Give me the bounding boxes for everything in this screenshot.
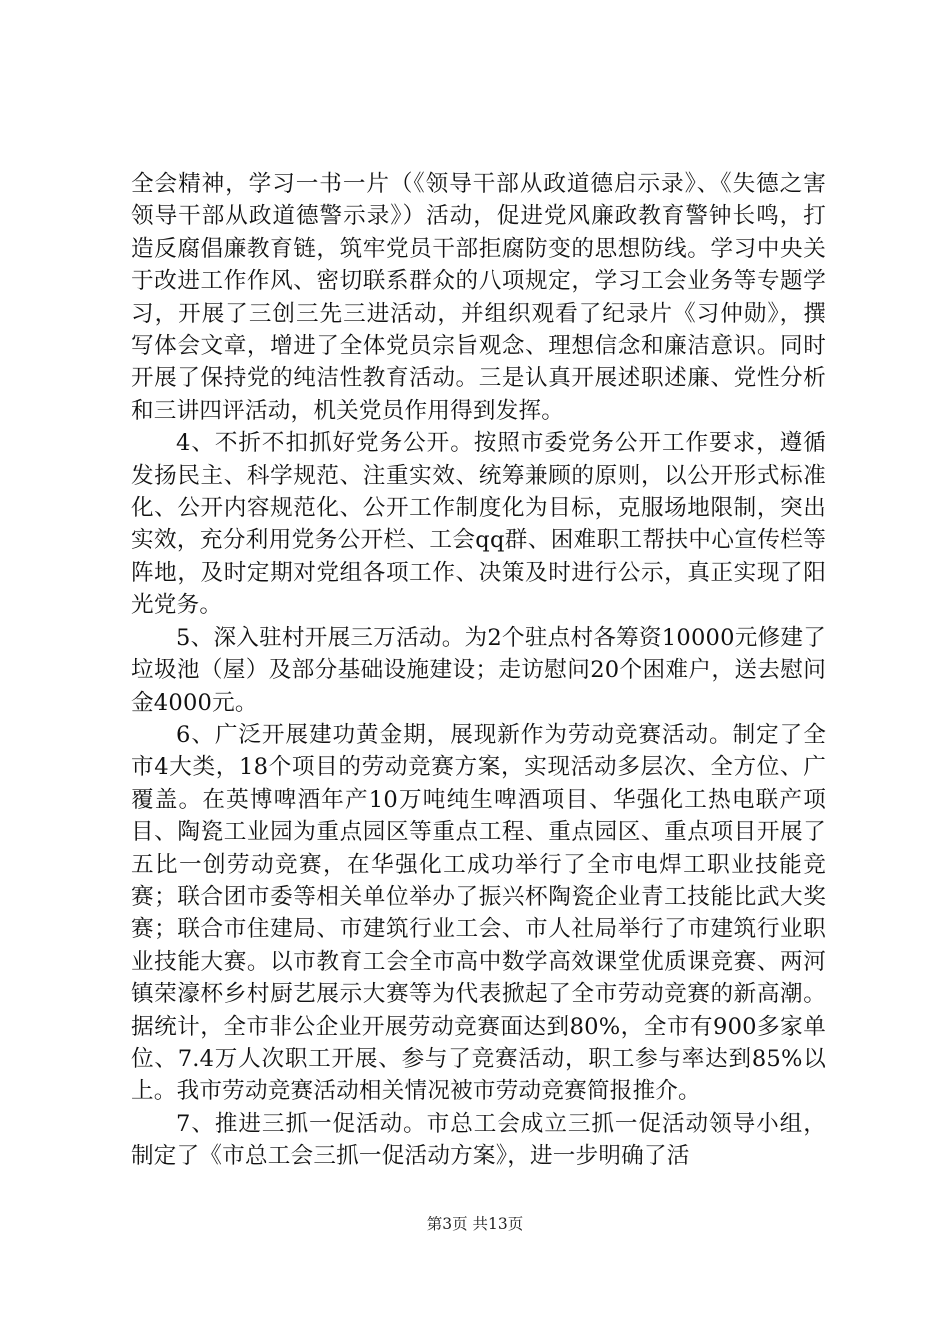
paragraph-three-grasp-one-promote: 7、推进三抓一促活动。市总工会成立三抓一促活动领导小组，制定了《市总工会三抓一促活动方案》，进一步明确了活 <box>131 1110 826 1170</box>
paragraph-village-activity: 5、深入驻村开展三万活动。为2个驻点村各筹资10000元修建了垃圾池（屋）及部分基础设施建设；走访慰问20个困难户，送去慰问金4000元。 <box>131 624 826 716</box>
paragraph-party-affairs-openness: 4、不折不扣抓好党务公开。按照市委党务公开工作要求，遵循发扬民主、科学规范、注重实效、统筹兼顾的原则，以公开形式标准化、公开内容规范化、公开工作制度化为目标，克服场地限制，突出实效，充分利用党务公开栏、工会qq群、困难职工帮扶中心宣传栏等阵地，及时定期对党组各项工作、决策及时进行公示，真正实现了阳光党务。 <box>131 430 826 619</box>
page-footer: 第3页 共13页 <box>426 1215 524 1233</box>
paragraph-labor-competition: 6、广泛开展建功黄金期，展现新作为劳动竞赛活动。制定了全市4大类，18个项目的劳动竞赛方案，实现活动多层次、全方位、广覆盖。在英博啤酒年产10万吨纯生啤酒项目、华强化工热电联产项目、陶瓷工业园为重点园区等重点工程、重点园区、重点项目开展了五比一创劳动竞赛，在华强化工成功举行了全市电焊工职业技能竞赛；联合团市委等相关单位举办了振兴杯陶瓷企业青工技能比武大奖赛；联合市住建局、市建筑行业工会、市人社局举行了市建筑行业职业技能大赛。以市教育工会全市高中数学高效课堂优质课竞赛、两河镇荣濠杯乡村厨艺展示大赛等为代表掀起了全市劳动竞赛的新高潮。据统计，全市非公企业开展劳动竞赛面达到80%，全市有900多家单位、7.4万人次职工开展、参与了竞赛活动，职工参与率达到85%以上。我市劳动竞赛活动相关情况被市劳动竞赛简报推介。 <box>131 721 826 1105</box>
document-body <box>131 168 826 1173</box>
paragraph-continuation: 全会精神，学习一书一片（《领导干部从政道德启示录》、《失德之害领导干部从政道德警示录》）活动，促进党风廉政教育警钟长鸣，打造反腐倡廉教育链，筑牢党员干部拒腐防变的思想防线。学习中央关于改进工作作风、密切联系群众的八项规定，学习工会业务等专题学习，开展了三创三先三进活动，并组织观看了纪录片《习仲勋》，撰写体会文章，增进了全体党员宗旨观念、理想信念和廉洁意识。同时开展了保持党的纯洁性教育活动。三是认真开展述职述廉、党性分析和三讲四评活动，机关党员作用得到发挥。 <box>131 171 826 424</box>
